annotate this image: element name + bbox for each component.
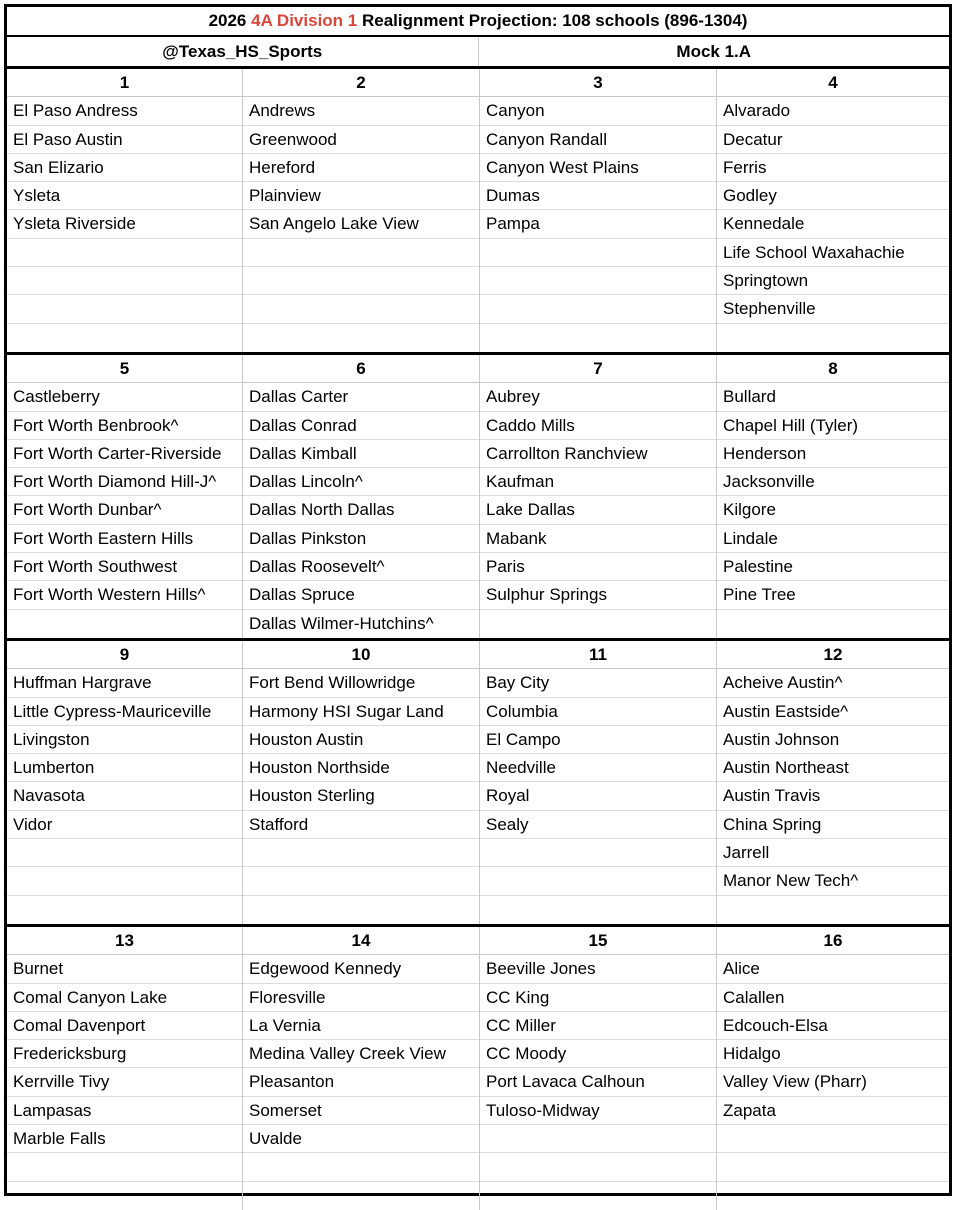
school-name: Sealy xyxy=(480,811,716,839)
school-name: Ysleta xyxy=(7,182,242,210)
school-name: Fort Bend Willowridge xyxy=(243,669,479,697)
sheet-subheader xyxy=(7,37,949,69)
school-name: Valley View (Pharr) xyxy=(717,1068,949,1096)
district-number: 1 xyxy=(7,69,242,97)
school-name: Henderson xyxy=(717,440,949,468)
school-name: Houston Austin xyxy=(243,726,479,754)
district-number: 8 xyxy=(717,355,949,383)
school-name: Dumas xyxy=(480,182,716,210)
school-name: Pleasanton xyxy=(243,1068,479,1096)
school-name: Comal Davenport xyxy=(7,1012,242,1040)
empty-cell xyxy=(7,239,242,267)
school-name: Houston Sterling xyxy=(243,782,479,810)
school-name: Castleberry xyxy=(7,383,242,411)
school-name: Carrollton Ranchview xyxy=(480,440,716,468)
school-name: Ferris xyxy=(717,154,949,182)
district-column xyxy=(716,69,949,352)
empty-cell xyxy=(243,267,479,295)
school-name: Dallas Spruce xyxy=(243,581,479,609)
school-name: Caddo Mills xyxy=(480,412,716,440)
empty-cell xyxy=(717,1153,949,1181)
school-name: Somerset xyxy=(243,1097,479,1125)
school-name: Palestine xyxy=(717,553,949,581)
school-name: Kaufman xyxy=(480,468,716,496)
school-name: Sulphur Springs xyxy=(480,581,716,609)
district-column xyxy=(716,927,949,1210)
empty-cell xyxy=(480,839,716,867)
school-name: Edgewood Kennedy xyxy=(243,955,479,983)
school-name: Greenwood xyxy=(243,126,479,154)
school-name: Floresville xyxy=(243,984,479,1012)
empty-cell xyxy=(480,1125,716,1153)
school-name: Chapel Hill (Tyler) xyxy=(717,412,949,440)
school-name: Royal xyxy=(480,782,716,810)
school-name: Kerrville Tivy xyxy=(7,1068,242,1096)
district-column xyxy=(479,69,716,352)
realignment-sheet xyxy=(4,4,952,1196)
school-name: Dallas North Dallas xyxy=(243,496,479,524)
empty-cell xyxy=(7,610,242,638)
district-block xyxy=(7,927,949,1210)
district-number: 3 xyxy=(480,69,716,97)
school-name: Hereford xyxy=(243,154,479,182)
district-number: 12 xyxy=(717,641,949,669)
district-column xyxy=(716,641,949,924)
empty-cell xyxy=(480,239,716,267)
school-name: Fort Worth Carter-Riverside xyxy=(7,440,242,468)
mock-version: Mock 1.A xyxy=(478,37,950,66)
school-name: Lampasas xyxy=(7,1097,242,1125)
school-name: Little Cypress-Mauriceville xyxy=(7,698,242,726)
school-name: Bay City xyxy=(480,669,716,697)
school-name: Fort Worth Diamond Hill-J^ xyxy=(7,468,242,496)
empty-cell xyxy=(480,867,716,895)
school-name: Fort Worth Western Hills^ xyxy=(7,581,242,609)
school-name: CC King xyxy=(480,984,716,1012)
district-column xyxy=(242,927,479,1210)
empty-cell xyxy=(7,839,242,867)
school-name: Burnet xyxy=(7,955,242,983)
school-name: Fort Worth Southwest xyxy=(7,553,242,581)
author-handle: @Texas_HS_Sports xyxy=(162,42,323,61)
sheet-title xyxy=(7,7,949,37)
school-name: Needville xyxy=(480,754,716,782)
empty-cell xyxy=(480,896,716,924)
school-name: Austin Eastside^ xyxy=(717,698,949,726)
school-name: Dallas Lincoln^ xyxy=(243,468,479,496)
district-block xyxy=(7,355,949,641)
district-grid xyxy=(7,69,949,1210)
school-name: Huffman Hargrave xyxy=(7,669,242,697)
school-name: Godley xyxy=(717,182,949,210)
school-name: Austin Northeast xyxy=(717,754,949,782)
school-name: Pine Tree xyxy=(717,581,949,609)
district-column xyxy=(242,355,479,638)
school-name: Manor New Tech^ xyxy=(717,867,949,895)
school-name: Dallas Kimball xyxy=(243,440,479,468)
school-name: Livingston xyxy=(7,726,242,754)
school-name: Alvarado xyxy=(717,97,949,125)
school-name: San Angelo Lake View xyxy=(243,210,479,238)
school-name: Medina Valley Creek View xyxy=(243,1040,479,1068)
district-number: 7 xyxy=(480,355,716,383)
school-name: Lake Dallas xyxy=(480,496,716,524)
district-number: 5 xyxy=(7,355,242,383)
school-name: Beeville Jones xyxy=(480,955,716,983)
empty-cell xyxy=(480,295,716,323)
school-name: Dallas Pinkston xyxy=(243,525,479,553)
district-number: 6 xyxy=(243,355,479,383)
district-number: 2 xyxy=(243,69,479,97)
district-number: 4 xyxy=(717,69,949,97)
school-name: Mabank xyxy=(480,525,716,553)
empty-cell xyxy=(7,867,242,895)
empty-cell xyxy=(243,324,479,352)
district-number: 10 xyxy=(243,641,479,669)
school-name: Fort Worth Eastern Hills xyxy=(7,525,242,553)
empty-cell xyxy=(480,1153,716,1181)
empty-cell xyxy=(717,610,949,638)
school-name: Springtown xyxy=(717,267,949,295)
school-name: Dallas Carter xyxy=(243,383,479,411)
school-name: Kilgore xyxy=(717,496,949,524)
empty-cell xyxy=(480,610,716,638)
school-name: Edcouch-Elsa xyxy=(717,1012,949,1040)
school-name: Uvalde xyxy=(243,1125,479,1153)
school-name: Kennedale xyxy=(717,210,949,238)
school-name: Jarrell xyxy=(717,839,949,867)
school-name: Acheive Austin^ xyxy=(717,669,949,697)
district-number: 16 xyxy=(717,927,949,955)
school-name: Aubrey xyxy=(480,383,716,411)
district-column xyxy=(7,69,242,352)
school-name: Harmony HSI Sugar Land xyxy=(243,698,479,726)
school-name: Canyon Randall xyxy=(480,126,716,154)
school-name: Dallas Roosevelt^ xyxy=(243,553,479,581)
school-name: CC Moody xyxy=(480,1040,716,1068)
school-name: La Vernia xyxy=(243,1012,479,1040)
empty-cell xyxy=(243,239,479,267)
school-name: Plainview xyxy=(243,182,479,210)
district-column xyxy=(7,927,242,1210)
school-name: Alice xyxy=(717,955,949,983)
school-name: Fort Worth Benbrook^ xyxy=(7,412,242,440)
district-column xyxy=(242,69,479,352)
title-suffix: Realignment Projection: 108 schools (896-1304) xyxy=(357,11,748,30)
district-column xyxy=(479,641,716,924)
school-name: Navasota xyxy=(7,782,242,810)
empty-cell xyxy=(7,896,242,924)
school-name: Bullard xyxy=(717,383,949,411)
empty-cell xyxy=(717,1182,949,1210)
empty-cell xyxy=(717,1125,949,1153)
school-name: Austin Johnson xyxy=(717,726,949,754)
school-name: El Paso Austin xyxy=(7,126,242,154)
district-column xyxy=(479,355,716,638)
empty-cell xyxy=(243,839,479,867)
school-name: Columbia xyxy=(480,698,716,726)
school-name: Life School Waxahachie xyxy=(717,239,949,267)
empty-cell xyxy=(243,295,479,323)
school-name: Comal Canyon Lake xyxy=(7,984,242,1012)
district-number: 13 xyxy=(7,927,242,955)
school-name: Dallas Conrad xyxy=(243,412,479,440)
empty-cell xyxy=(243,1153,479,1181)
district-column xyxy=(479,927,716,1210)
empty-cell xyxy=(7,295,242,323)
school-name: Zapata xyxy=(717,1097,949,1125)
empty-cell xyxy=(717,896,949,924)
district-number: 14 xyxy=(243,927,479,955)
school-name: El Paso Andress xyxy=(7,97,242,125)
district-number: 9 xyxy=(7,641,242,669)
title-prefix: 2026 xyxy=(208,11,252,30)
school-name: Pampa xyxy=(480,210,716,238)
school-name: San Elizario xyxy=(7,154,242,182)
school-name: El Campo xyxy=(480,726,716,754)
school-name: Paris xyxy=(480,553,716,581)
school-name: Fredericksburg xyxy=(7,1040,242,1068)
school-name: China Spring xyxy=(717,811,949,839)
empty-cell xyxy=(480,1182,716,1210)
district-block xyxy=(7,69,949,355)
district-column xyxy=(716,355,949,638)
school-name: Calallen xyxy=(717,984,949,1012)
empty-cell xyxy=(7,1182,242,1210)
school-name: Jacksonville xyxy=(717,468,949,496)
school-name: Canyon xyxy=(480,97,716,125)
empty-cell xyxy=(480,267,716,295)
school-name: Vidor xyxy=(7,811,242,839)
school-name: Austin Travis xyxy=(717,782,949,810)
school-name: Marble Falls xyxy=(7,1125,242,1153)
school-name: Fort Worth Dunbar^ xyxy=(7,496,242,524)
school-name: Houston Northside xyxy=(243,754,479,782)
empty-cell xyxy=(243,896,479,924)
school-name: Andrews xyxy=(243,97,479,125)
school-name: CC Miller xyxy=(480,1012,716,1040)
school-name: Dallas Wilmer-Hutchins^ xyxy=(249,613,434,633)
empty-cell xyxy=(7,267,242,295)
school-name: Port Lavaca Calhoun xyxy=(480,1068,716,1096)
empty-cell xyxy=(480,324,716,352)
district-column xyxy=(7,355,242,638)
district-column xyxy=(7,641,242,924)
school-name: Ysleta Riverside xyxy=(7,210,242,238)
district-number: 11 xyxy=(480,641,716,669)
school-name: Tuloso-Midway xyxy=(480,1097,716,1125)
district-column xyxy=(242,641,479,924)
school-name: Decatur xyxy=(717,126,949,154)
school-name: Stephenville xyxy=(717,295,949,323)
empty-cell xyxy=(717,324,949,352)
school-name: Lumberton xyxy=(7,754,242,782)
empty-cell xyxy=(243,867,479,895)
school-name: Stafford xyxy=(243,811,479,839)
title-accent: 4A Division 1 xyxy=(251,11,358,30)
school-name: Lindale xyxy=(717,525,949,553)
school-name: Canyon West Plains xyxy=(480,154,716,182)
school-name: Hidalgo xyxy=(717,1040,949,1068)
district-number: 15 xyxy=(480,927,716,955)
empty-cell xyxy=(7,324,242,352)
empty-cell xyxy=(7,1153,242,1181)
empty-cell xyxy=(243,1182,479,1210)
district-block xyxy=(7,641,949,927)
